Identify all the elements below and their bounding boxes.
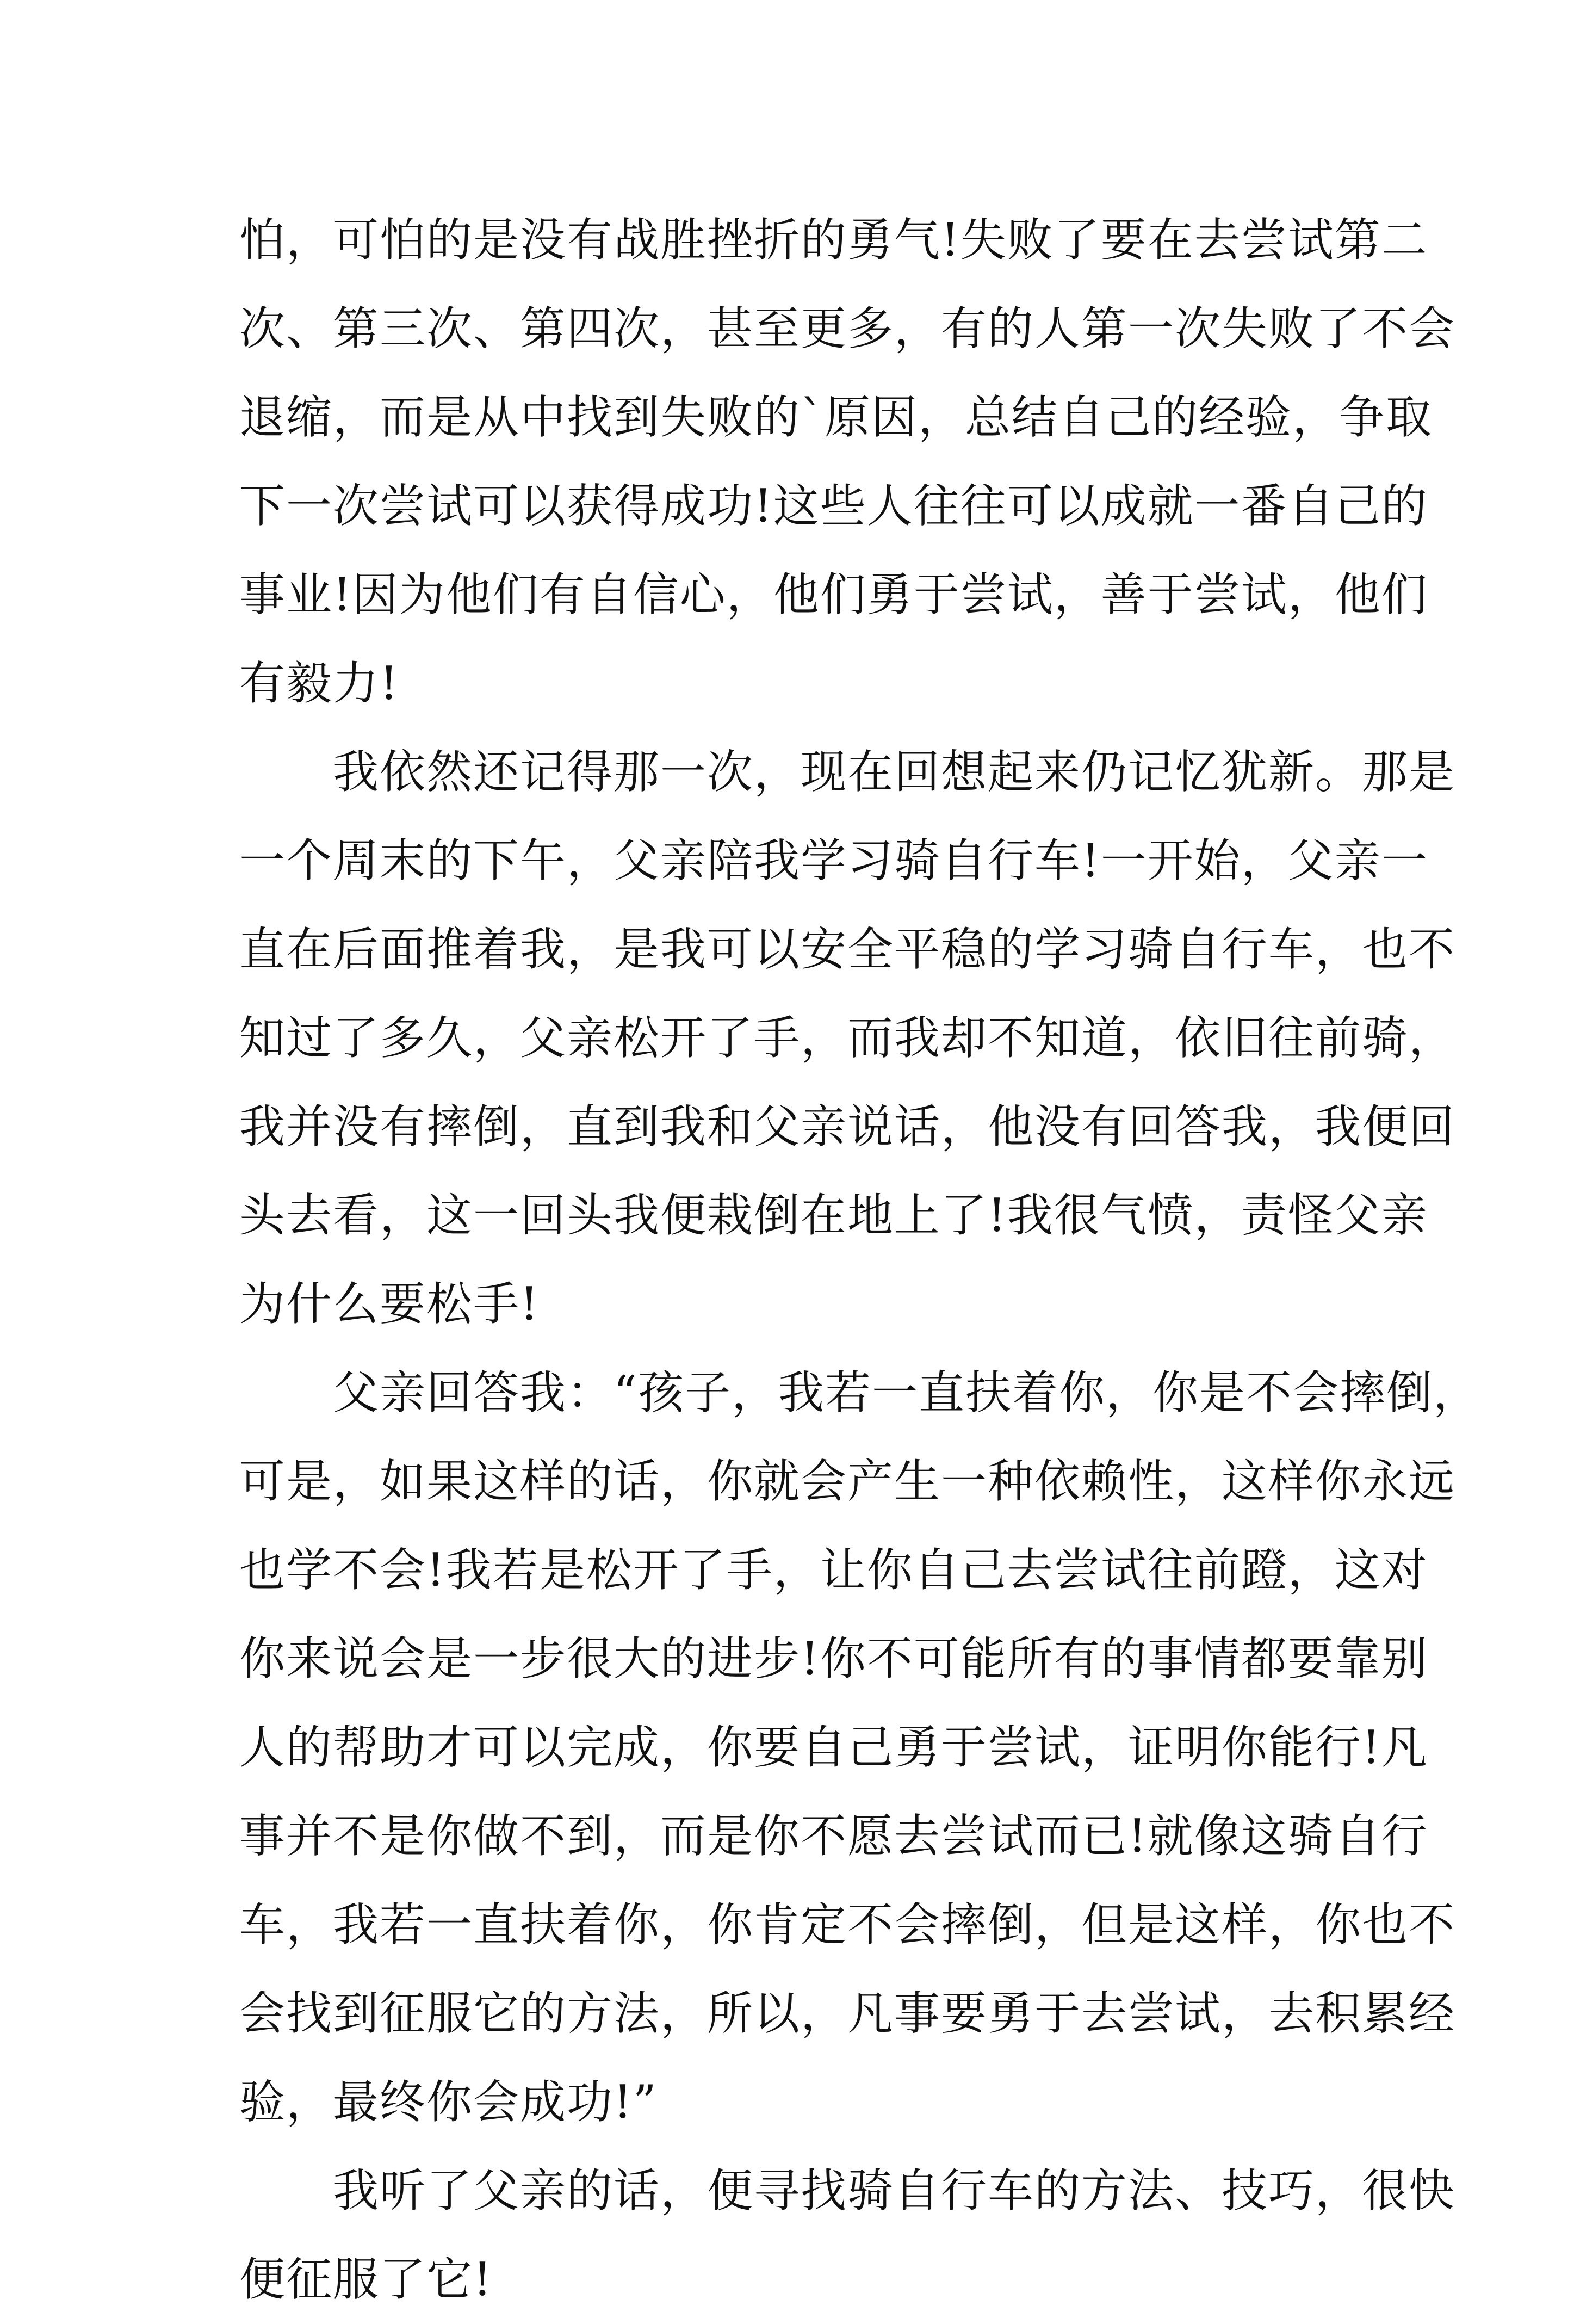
paragraph-line: 也学不会!我若是松开了手，让你自己去尝试往前蹬，这对 — [239, 1543, 1428, 1597]
paragraph-line: 会找到征服它的方法，所以，凡事要勇于去尝试，去积累经 — [239, 1987, 1456, 2040]
paragraph-line: 事并不是你做不到，而是你不愿去尝试而已!就像这骑自行 — [239, 1809, 1428, 1863]
paragraph-line: 一个周末的下午，父亲陪我学习骑自行车!一开始，父亲一 — [239, 834, 1428, 887]
paragraph-line: 有毅力! — [239, 657, 399, 710]
paragraph-line: 头去看，这一回头我便栽倒在地上了!我很气愤，责怪父亲 — [239, 1189, 1428, 1242]
paragraph-line: 事业!因为他们有自信心，他们勇于尝试，善于尝试，他们 — [239, 568, 1428, 621]
paragraph-4 — [239, 2147, 1456, 2324]
paragraph-line: 可是，如果这样的话，你就会产生一种依赖性，这样你永远 — [239, 1455, 1456, 1508]
paragraph-line: 下一次尝试可以获得成功!这些人往往可以成就一番自己的 — [239, 479, 1428, 533]
paragraph-line: 退缩，而是从中找到失败的`原因，总结自己的经验，争取 — [239, 391, 1433, 444]
paragraph-line: 我依然还记得那一次，现在回想起来仍记忆犹新。那是 — [239, 745, 1456, 799]
paragraph-line: 怕，可怕的是没有战胜挫折的勇气!失败了要在去尝试第二 — [239, 213, 1428, 267]
paragraph-line: 验，最终你会成功!” — [239, 2075, 658, 2129]
paragraph-line: 便征服了它! — [239, 2253, 493, 2306]
paragraph-line: 次、第三次、第四次，甚至更多，有的人第一次失败了不会 — [239, 302, 1456, 355]
paragraph-line: 你来说会是一步很大的进步!你不可能所有的事情都要靠别 — [239, 1632, 1428, 1685]
paragraph-3 — [239, 1349, 1480, 2147]
paragraph-line: 人的帮助才可以完成，你要自己勇于尝试，证明你能行!凡 — [239, 1721, 1428, 1774]
paragraph-line: 我并没有摔倒，直到我和父亲说话，他没有回答我，我便回 — [239, 1100, 1456, 1153]
paragraph-line: 父亲回答我：“孩子，我若一直扶着你，你是不会摔倒， — [239, 1366, 1480, 1419]
paragraph-line: 为什么要松手! — [239, 1277, 540, 1331]
paragraph-line: 车，我若一直扶着你，你肯定不会摔倒，但是这样，你也不 — [239, 1898, 1456, 1951]
paragraph-2 — [239, 728, 1456, 1349]
paragraph-line: 直在后面推着我，是我可以安全平稳的学习骑自行车，也不 — [239, 923, 1456, 976]
paragraph-1 — [239, 196, 1456, 728]
paragraph-line: 我听了父亲的话，便寻找骑自行车的方法、技巧，很快 — [239, 2164, 1456, 2217]
document-body — [239, 196, 1480, 2324]
paragraph-line: 知过了多久，父亲松开了手，而我却不知道，依旧往前骑， — [239, 1011, 1456, 1065]
